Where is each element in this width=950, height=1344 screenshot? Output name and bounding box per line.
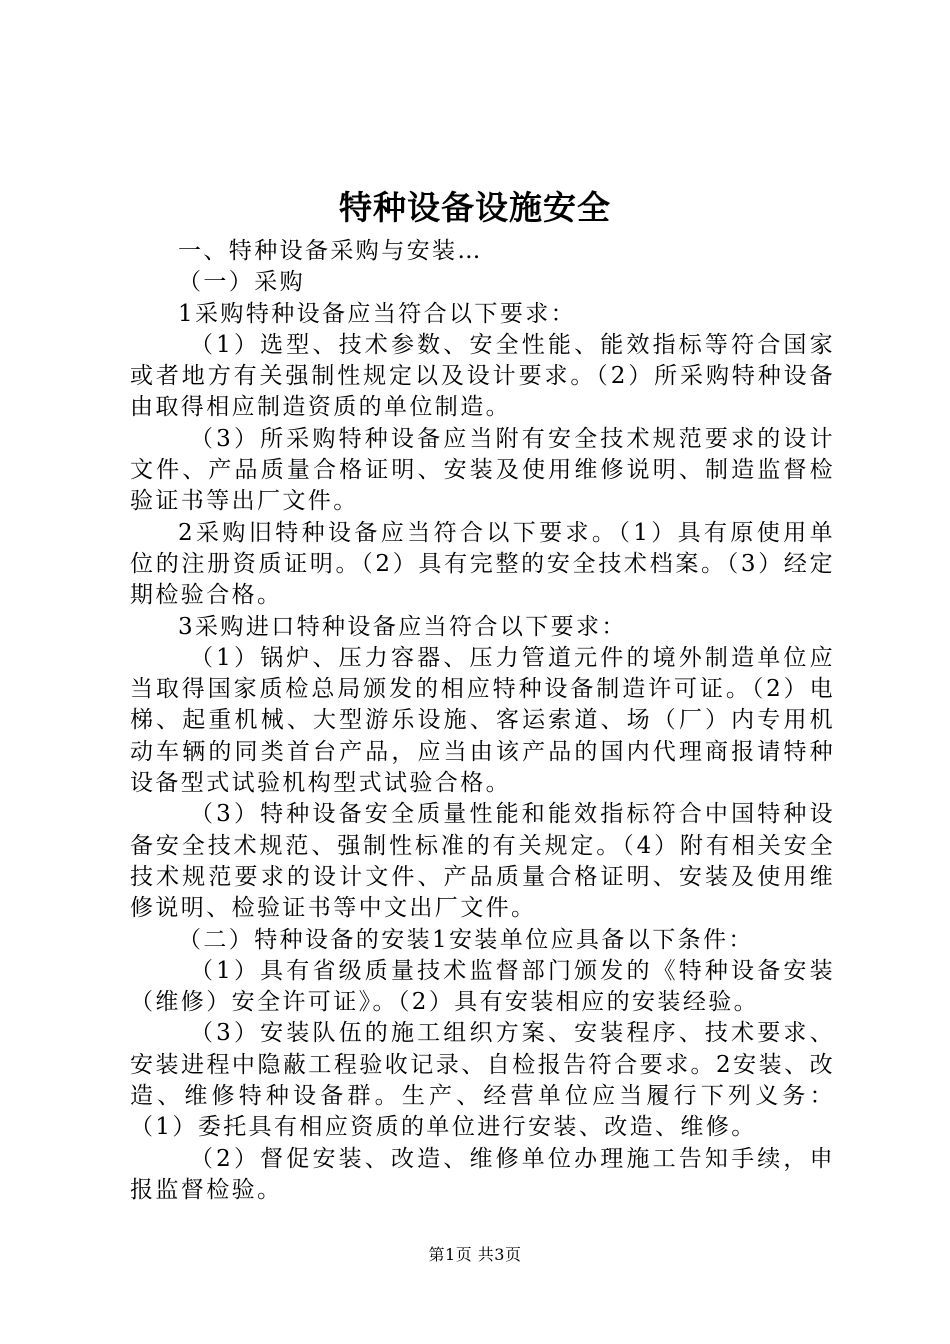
paragraph: （3）安装队伍的施工组织方案、安装程序、技术要求、安装进程中隐蔽工程验收记录、自检报告符合要求。2安装、改造、维修特种设备群。生产、经营单位应当履行下列义务：（1）委托具有相应资质的单位进行安装、改造、维修。 xyxy=(130,1020,835,1141)
paragraph: （3）所采购特种设备应当附有安全技术规范要求的设计文件、产品质量合格证明、安装及使用维修说明、制造监督检验证书等出厂文件。 xyxy=(130,425,835,515)
document-body xyxy=(130,236,835,1206)
section-heading-1: 一、特种设备采购与安装… xyxy=(178,238,483,264)
paragraph: （3）特种设备安全质量性能和能效指标符合中国特种设备安全技术规范、强制性标准的有关规定。（4）附有相关安全技术规范要求的设计文件、产品质量合格证明、安装及使用维修说明、检验证书等中文出厂文件。 xyxy=(130,801,835,922)
paragraph: 2采购旧特种设备应当符合以下要求。（1）具有原使用单位的注册资质证明。（2）具有完整的安全技术档案。（3）经定期检验合格。 xyxy=(130,519,835,609)
paragraph: （1）锅炉、压力容器、压力管道元件的境外制造单位应当取得国家质检总局颁发的相应特种设备制造许可证。（2）电梯、起重机械、大型游乐设施、客运索道、场（厂）内专用机动车辆的同类首台产品，应当由该产品的国内代理商报请特种设备型式试验机构型式试验合格。 xyxy=(130,644,835,797)
paragraph: （1）选型、技术参数、安全性能、能效指标等符合国家或者地方有关强制性规定以及设计要求。（2）所采购特种设备由取得相应制造资质的单位制造。 xyxy=(130,331,835,421)
paragraph: （2）督促安装、改造、维修单位办理施工告知手续，申报监督检验。 xyxy=(130,1145,835,1203)
subsection-heading-purchase: （一）采购 xyxy=(178,269,305,296)
subsection-heading-install: （二）特种设备的安装1安装单位应具备以下条件： xyxy=(178,926,754,953)
paragraph: 3采购进口特种设备应当符合以下要求： xyxy=(178,613,627,640)
page-number-footer: 第1页 共3页 xyxy=(428,1245,522,1264)
paragraph: 1采购特种设备应当符合以下要求： xyxy=(178,300,577,327)
paragraph: （1）具有省级质量技术监督部门颁发的《特种设备安装（维修）安全许可证》。（2）具有安装相应的安装经验。 xyxy=(130,957,835,1016)
document-title: 特种设备设施安全 xyxy=(339,188,611,227)
